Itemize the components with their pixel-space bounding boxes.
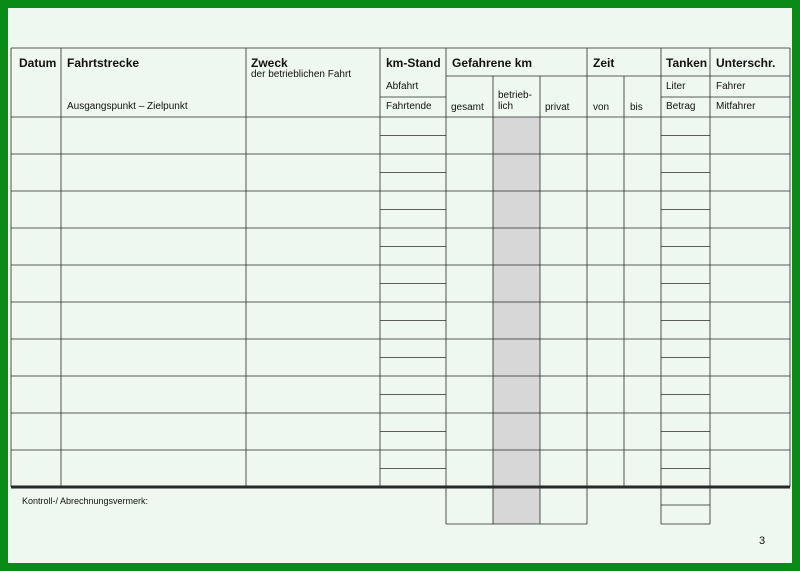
header-tanken: Tanken bbox=[666, 56, 708, 70]
cell-privat[interactable] bbox=[541, 377, 586, 412]
cell-km-stand[interactable] bbox=[381, 118, 445, 153]
cell-bis[interactable] bbox=[625, 340, 660, 375]
cell-km-stand[interactable] bbox=[381, 303, 445, 338]
cell-gesamt[interactable] bbox=[447, 192, 492, 227]
cell-unterschrift[interactable] bbox=[711, 118, 789, 153]
header-fahrtstrecke: Fahrtstrecke bbox=[67, 56, 140, 70]
header-fahrtstrecke-sub: Ausgangspunkt – Zielpunkt bbox=[67, 101, 188, 112]
cell-zweck[interactable] bbox=[247, 377, 379, 412]
cell-datum[interactable] bbox=[12, 192, 60, 227]
cell-von[interactable] bbox=[588, 229, 623, 264]
cell-privat[interactable] bbox=[541, 414, 586, 449]
header-betrieblich-1: betrieb- bbox=[498, 90, 532, 101]
cell-datum[interactable] bbox=[12, 303, 60, 338]
cell-gesamt[interactable] bbox=[447, 340, 492, 375]
cell-bis[interactable] bbox=[625, 155, 660, 190]
cell-betrieblich[interactable] bbox=[494, 155, 539, 190]
cell-datum[interactable] bbox=[12, 266, 60, 301]
cell-unterschrift[interactable] bbox=[711, 414, 789, 449]
cell-privat[interactable] bbox=[541, 451, 586, 486]
cell-privat[interactable] bbox=[541, 266, 586, 301]
cell-bis[interactable] bbox=[625, 266, 660, 301]
cell-zweck[interactable] bbox=[247, 192, 379, 227]
cell-von[interactable] bbox=[588, 266, 623, 301]
header-von: von bbox=[593, 102, 610, 113]
cell-betrieblich[interactable] bbox=[494, 192, 539, 227]
cell-von[interactable] bbox=[588, 303, 623, 338]
cell-datum[interactable] bbox=[12, 229, 60, 264]
cell-tanken[interactable] bbox=[662, 340, 709, 375]
cell-km-stand[interactable] bbox=[381, 340, 445, 375]
cell-gesamt[interactable] bbox=[447, 303, 492, 338]
cell-privat[interactable] bbox=[541, 229, 586, 264]
cell-zweck[interactable] bbox=[247, 266, 379, 301]
cell-bis[interactable] bbox=[625, 451, 660, 486]
header-zweck-sub: der betrieblichen Fahrt bbox=[251, 69, 352, 80]
header-fahrtende: Fahrtende bbox=[386, 101, 432, 112]
cell-km-stand[interactable] bbox=[381, 192, 445, 227]
cell-zweck[interactable] bbox=[247, 118, 379, 153]
cell-tanken[interactable] bbox=[662, 155, 709, 190]
cell-tanken[interactable] bbox=[662, 229, 709, 264]
cell-bis[interactable] bbox=[625, 118, 660, 153]
cell-km-stand[interactable] bbox=[381, 377, 445, 412]
cell-gesamt[interactable] bbox=[447, 414, 492, 449]
cell-gesamt[interactable] bbox=[447, 377, 492, 412]
header-abfahrt: Abfahrt bbox=[386, 81, 419, 92]
cell-gesamt[interactable] bbox=[447, 229, 492, 264]
header-betrieblich-2: lich bbox=[498, 101, 514, 112]
cell-km-stand[interactable] bbox=[381, 451, 445, 486]
header-bis: bis bbox=[630, 102, 643, 113]
header-gesamt: gesamt bbox=[451, 102, 484, 113]
cell-unterschrift[interactable] bbox=[711, 155, 789, 190]
cell-datum[interactable] bbox=[12, 340, 60, 375]
cell-von[interactable] bbox=[588, 155, 623, 190]
cell-datum[interactable] bbox=[12, 118, 60, 153]
cell-fahrtstrecke[interactable] bbox=[62, 377, 245, 412]
header-gefahrene-km: Gefahrene km bbox=[452, 56, 533, 70]
cell-gesamt[interactable] bbox=[447, 118, 492, 153]
cell-unterschrift[interactable] bbox=[711, 266, 789, 301]
cell-unterschrift[interactable] bbox=[711, 192, 789, 227]
cell-fahrtstrecke[interactable] bbox=[62, 118, 245, 153]
cell-privat[interactable] bbox=[541, 118, 586, 153]
cell-von[interactable] bbox=[588, 340, 623, 375]
header-zeit: Zeit bbox=[593, 56, 615, 70]
cell-privat[interactable] bbox=[541, 303, 586, 338]
cell-von[interactable] bbox=[588, 451, 623, 486]
header-datum: Datum bbox=[19, 56, 57, 70]
cell-fahrtstrecke[interactable] bbox=[62, 340, 245, 375]
header-fahrer: Fahrer bbox=[716, 81, 746, 92]
cell-betrieblich[interactable] bbox=[494, 414, 539, 449]
cell-zweck[interactable] bbox=[247, 155, 379, 190]
header-liter: Liter bbox=[666, 81, 686, 92]
header-privat: privat bbox=[545, 102, 570, 113]
header-zweck: Zweck bbox=[251, 56, 288, 70]
header-km-stand: km-Stand bbox=[386, 56, 441, 70]
kontroll-label: Kontroll-/ Abrechnungsvermerk: bbox=[22, 496, 149, 506]
cell-tanken[interactable] bbox=[662, 414, 709, 449]
cell-betrieblich[interactable] bbox=[494, 118, 539, 153]
cell-fahrtstrecke[interactable] bbox=[62, 303, 245, 338]
cell-fahrtstrecke[interactable] bbox=[62, 414, 245, 449]
cell-tanken[interactable] bbox=[662, 303, 709, 338]
cell-km-stand[interactable] bbox=[381, 414, 445, 449]
cell-unterschrift[interactable] bbox=[711, 303, 789, 338]
cell-bis[interactable] bbox=[625, 192, 660, 227]
header-mitfahrer: Mitfahrer bbox=[716, 101, 756, 112]
cell-unterschrift[interactable] bbox=[711, 451, 789, 486]
cell-fahrtstrecke[interactable] bbox=[62, 229, 245, 264]
cell-datum[interactable] bbox=[12, 377, 60, 412]
cell-zweck[interactable] bbox=[247, 303, 379, 338]
cell-tanken[interactable] bbox=[662, 266, 709, 301]
cell-betrieblich[interactable] bbox=[494, 266, 539, 301]
header-betrag: Betrag bbox=[666, 101, 696, 112]
cell-betrieblich[interactable] bbox=[494, 303, 539, 338]
cell-tanken[interactable] bbox=[662, 192, 709, 227]
cell-privat[interactable] bbox=[541, 192, 586, 227]
cell-betrieblich[interactable] bbox=[494, 377, 539, 412]
cell-betrieblich[interactable] bbox=[494, 340, 539, 375]
cell-betrieblich[interactable] bbox=[494, 451, 539, 486]
cell-km-stand[interactable] bbox=[381, 229, 445, 264]
cell-zweck[interactable] bbox=[247, 229, 379, 264]
cell-tanken[interactable] bbox=[662, 118, 709, 153]
cell-bis[interactable] bbox=[625, 377, 660, 412]
cell-fahrtstrecke[interactable] bbox=[62, 192, 245, 227]
cell-fahrtstrecke[interactable] bbox=[62, 266, 245, 301]
cell-fahrtstrecke[interactable] bbox=[62, 155, 245, 190]
cell-gesamt[interactable] bbox=[447, 266, 492, 301]
cell-bis[interactable] bbox=[625, 303, 660, 338]
cell-zweck[interactable] bbox=[247, 414, 379, 449]
page-number: 3 bbox=[759, 535, 766, 547]
cell-zweck[interactable] bbox=[247, 451, 379, 486]
cell-von[interactable] bbox=[588, 118, 623, 153]
cell-unterschrift[interactable] bbox=[711, 229, 789, 264]
cell-von[interactable] bbox=[588, 377, 623, 412]
cell-privat[interactable] bbox=[541, 155, 586, 190]
cell-km-stand[interactable] bbox=[381, 266, 445, 301]
cell-datum[interactable] bbox=[12, 451, 60, 486]
cell-datum[interactable] bbox=[12, 155, 60, 190]
cell-bis[interactable] bbox=[625, 414, 660, 449]
cell-datum[interactable] bbox=[12, 414, 60, 449]
cell-privat[interactable] bbox=[541, 340, 586, 375]
cell-zweck[interactable] bbox=[247, 340, 379, 375]
cell-von[interactable] bbox=[588, 192, 623, 227]
cell-von[interactable] bbox=[588, 414, 623, 449]
cell-tanken[interactable] bbox=[662, 377, 709, 412]
cell-betrieblich[interactable] bbox=[494, 229, 539, 264]
cell-gesamt[interactable] bbox=[447, 155, 492, 190]
cell-unterschrift[interactable] bbox=[711, 340, 789, 375]
header-unterschr: Unterschr. bbox=[716, 56, 776, 70]
cell-unterschrift[interactable] bbox=[711, 377, 789, 412]
cell-km-stand[interactable] bbox=[381, 155, 445, 190]
cell-gesamt[interactable] bbox=[447, 451, 492, 486]
cell-fahrtstrecke[interactable] bbox=[62, 451, 245, 486]
cell-tanken[interactable] bbox=[662, 451, 709, 486]
cell-bis[interactable] bbox=[625, 229, 660, 264]
